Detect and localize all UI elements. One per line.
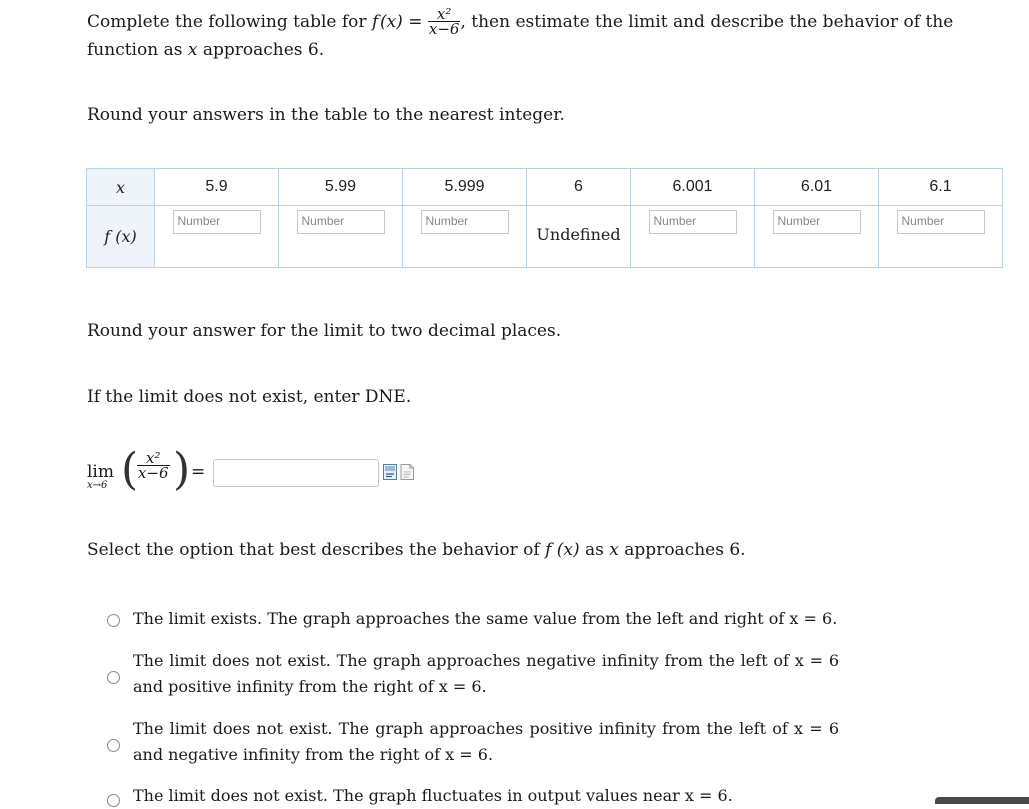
fx-cell <box>279 206 403 268</box>
table-instruction: Round your answers in the table to the nearest integer. <box>87 105 565 125</box>
lim-word: lim <box>87 462 114 482</box>
fx-input-5-9[interactable]: Number <box>173 210 261 234</box>
fx-cell <box>755 206 879 268</box>
option-1-radio[interactable] <box>107 614 120 627</box>
intro-line2-var: x <box>187 40 198 60</box>
x-value-cell: 5.999 <box>403 169 527 206</box>
preview-icon[interactable] <box>400 464 414 480</box>
behavior-prompt-before: Select the option that best describes the behavior of <box>87 540 546 560</box>
limit-equals: = <box>191 462 206 482</box>
option-4-text[interactable]: The limit does not exist. The graph fluctuates in output values near x = 6. <box>133 786 733 805</box>
option-3-text[interactable]: The limit does not exist. The graph approaches positive infinity from the left of x = 6 and negative infinity from the right of x = 6. <box>133 719 839 764</box>
fx-cell <box>527 206 631 268</box>
intro-line2-before: function as <box>87 40 188 60</box>
option-3-radio[interactable] <box>107 739 120 752</box>
x-value-cell: 6.1 <box>879 169 1003 206</box>
intro-fraction-denominator: x−6 <box>428 20 460 38</box>
values-table <box>86 168 1003 268</box>
equation-editor-icon[interactable] <box>383 464 397 480</box>
question-intro-line2 <box>87 39 324 61</box>
option-2-text[interactable]: The limit does not exist. The graph approaches negative infinity from the left of x = 6 and positive infinity from the right of x = 6. <box>133 651 839 696</box>
option-1-text[interactable]: The limit exists. The graph approaches the same value from the left and right of x = 6. <box>133 609 838 628</box>
fx-input-6-01[interactable]: Number <box>773 210 861 234</box>
fx-cell <box>879 206 1003 268</box>
intro-fraction <box>428 7 461 36</box>
x-row <box>87 169 1003 206</box>
intro-fraction-numerator: x² <box>428 7 461 22</box>
fx-undefined-label: Undefined <box>536 225 621 244</box>
x-value-cell: 6.001 <box>631 169 755 206</box>
x-value-cell: 5.99 <box>279 169 403 206</box>
intro-line2-after: approaches 6. <box>197 40 325 60</box>
left-paren: ( <box>121 444 139 495</box>
fx-input-6-1[interactable]: Number <box>897 210 985 234</box>
fx-input-5-999[interactable]: Number <box>421 210 509 234</box>
fx-cell <box>403 206 527 268</box>
dne-instruction: If the limit does not exist, enter DNE. <box>87 387 412 407</box>
fx-row <box>87 206 1003 268</box>
option-4-radio[interactable] <box>107 794 120 807</box>
intro-text-before: Complete the following table for <box>87 12 372 32</box>
intro-equals: = <box>408 12 423 32</box>
intro-text-after: , then estimate the limit and describe the behavior of the <box>460 12 954 32</box>
x-value-cell: 6.01 <box>755 169 879 206</box>
limit-answer-input[interactable] <box>213 459 379 487</box>
fx-cell <box>631 206 755 268</box>
question-intro <box>87 5 954 38</box>
fx-input-6-001[interactable]: Number <box>649 210 737 234</box>
behavior-prompt-mid: as <box>579 540 610 560</box>
behavior-prompt-func: f (x) <box>545 540 580 560</box>
x-value-cell: 5.9 <box>155 169 279 206</box>
limit-fraction <box>137 451 170 480</box>
intro-func-var: (x) <box>379 12 403 32</box>
behavior-prompt-var: x <box>609 540 619 560</box>
behavior-prompt <box>87 539 746 561</box>
right-paren: ) <box>173 444 191 495</box>
limit-instruction: Round your answer for the limit to two decimal places. <box>87 321 562 341</box>
fx-cell <box>155 206 279 268</box>
x-value-cell: 6 <box>527 169 631 206</box>
limit-fraction-numerator: x² <box>137 451 170 466</box>
option-2-radio[interactable] <box>107 671 120 684</box>
limit-fraction-denominator: x−6 <box>138 464 169 482</box>
fx-header: f (x) <box>87 206 155 268</box>
x-header: x <box>87 169 155 206</box>
horizontal-scrollbar-thumb[interactable] <box>935 797 1029 804</box>
fx-input-5-99[interactable]: Number <box>297 210 385 234</box>
behavior-prompt-after: approaches 6. <box>618 540 746 560</box>
lim-subscript: x→6 <box>87 480 108 491</box>
intro-func-name: f <box>371 12 379 32</box>
